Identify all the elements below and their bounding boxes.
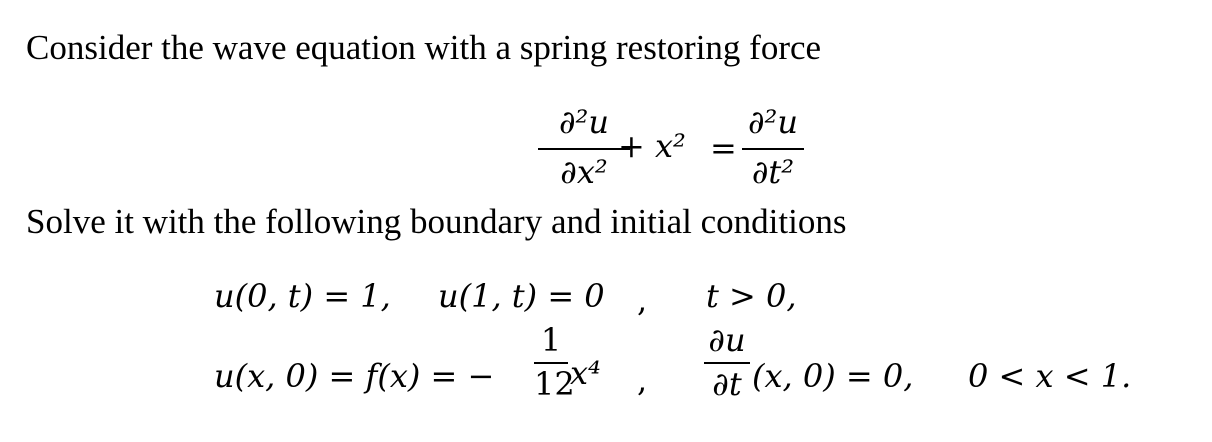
fraction-bar [534, 362, 568, 364]
pde-rhs-fraction [742, 96, 804, 196]
fraction-bar [538, 148, 630, 150]
pde-plus-term: + x² [618, 127, 686, 165]
pde-lhs-denominator: ∂x² [560, 153, 608, 191]
initial-separator: , [637, 361, 648, 399]
pde-equals: = [710, 129, 737, 167]
pde-lhs-numerator: ∂²u [559, 103, 609, 141]
intro-text: Consider the wave equation with a spring restoring force [26, 28, 822, 67]
velocity-fraction [704, 322, 750, 412]
boundary-condition-right: u(1, t) = 0 [438, 277, 605, 315]
initial-velocity-rest: (x, 0) = 0, [752, 357, 914, 395]
solve-text: Solve it with the following boundary and initial conditions [26, 202, 847, 241]
initial-fraction-numerator: 1 [540, 321, 562, 359]
boundary-time-range: t > 0, [706, 277, 797, 315]
initial-fraction-denominator: 12 [534, 365, 575, 403]
pde-rhs-numerator: ∂²u [748, 103, 798, 141]
velocity-numerator: ∂u [708, 321, 746, 359]
initial-power-term: x⁴ [570, 354, 601, 392]
initial-displacement-lhs: u(x, 0) = f(x) = − [214, 357, 495, 395]
boundary-condition-left: u(0, t) = 1, [214, 277, 391, 315]
fraction-bar [704, 362, 750, 364]
fraction-bar [742, 148, 804, 150]
boundary-separator: , [637, 281, 648, 319]
velocity-denominator: ∂t [712, 365, 742, 403]
pde-rhs-denominator: ∂t² [751, 153, 795, 191]
pde-lhs-fraction [538, 96, 630, 196]
initial-fraction [534, 321, 575, 412]
initial-space-range: 0 < x < 1. [968, 357, 1132, 395]
